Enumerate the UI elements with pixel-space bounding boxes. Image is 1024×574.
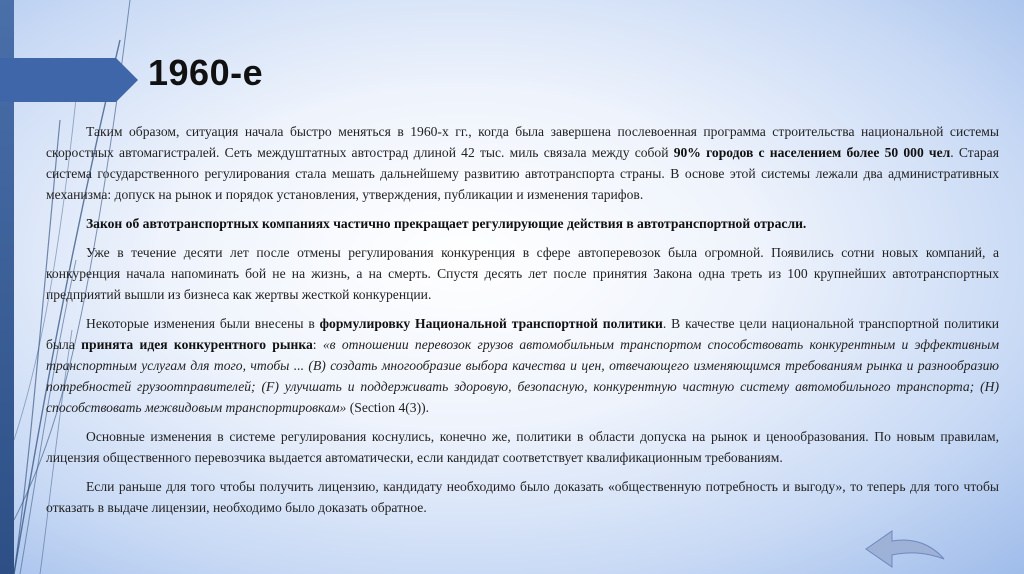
text-run: Уже в течение десяти лет после отмены регулирования конкуренция в сфере автоперевозок была огромной. Появились сотни новых компаний, а конкуренция начала напоминать бой не на жизнь, а на смерть. Спустя десять лет после принятия Закона одна треть из 100 крупнейших автотранспортных предприятий вышли из бизнеса как жертвы жесткой конкуренции. bbox=[46, 245, 999, 302]
body-paragraph bbox=[46, 121, 999, 205]
body-paragraph bbox=[46, 313, 999, 418]
body-paragraph bbox=[46, 242, 999, 305]
text-run: Таким образом, ситуация начала быстро меняться в 1960-х гг., когда была завершена послевоенная программа строительства национальной системы скоростных автомагистралей. Сеть междуштатных автострад длиной 42 тыс. миль связала между собой bbox=[46, 124, 999, 160]
bold-run: 90% городов с населением более 50 000 чел bbox=[673, 145, 951, 160]
slide-title: 1960-е bbox=[148, 52, 264, 93]
text-run: : bbox=[312, 337, 323, 352]
slide-body-text bbox=[46, 121, 999, 526]
body-paragraph bbox=[46, 476, 999, 518]
curved-back-arrow-icon[interactable] bbox=[862, 527, 948, 573]
text-run: Основные изменения в системе регулирования коснулись, конечно же, политики в области допуска на рынок и ценообразования. По новым правилам, лицензия общественного перевозчика выдается автоматически, если кандидат соответствует квалификационным требованиям. bbox=[46, 429, 999, 465]
italic-quote: «в отношении перевозок грузов автомобильным транспортом способствовать конкурентным и эффективным транспортным услугам для того, чтобы ... (В) создать многообразие выбора качества и цен, отвечающего изменяющимся требованиям рынка и разнообразию потребностей грузоотправителей; (F) улучшать и поддерживать здоровую, безопасную, конкурентную частную систему автомобильного транспорта; (Н) способствовать межвидовым транспортировкам» bbox=[46, 337, 1000, 415]
text-run: Если раньше для того чтобы получить лицензию, кандидату необходимо было доказать «общественную потребность и выгоду», то теперь для того чтобы отказать в выдаче лицензии, необходимо было доказать обратное. bbox=[46, 479, 999, 515]
bold-run: принята идея конкурентного рынка bbox=[81, 337, 313, 352]
text-run: Некоторые изменения были внесены в bbox=[86, 316, 320, 331]
text-run: (Section 4(3)). bbox=[346, 400, 430, 415]
bold-run: формулировку Национальной транспортной политики bbox=[319, 316, 663, 331]
text-run: . Старая система государственного регулирования стала мешать дальнейшему развитию автотранспорта страны. В основе этой системы лежали два административных механизма: допуск на рынок и порядок установления, утверждения, публикации и изменения тарифов. bbox=[46, 145, 999, 202]
bold-run: Закон об автотранспортных компаниях частично прекращает регулирующие действия в автотранспортной отрасли. bbox=[86, 216, 807, 231]
pentagon-arrow-right-icon bbox=[0, 58, 140, 102]
body-paragraph bbox=[46, 213, 999, 234]
text-run: . В качестве цели национальной транспортной политики была bbox=[46, 316, 999, 352]
body-paragraph bbox=[46, 426, 999, 468]
